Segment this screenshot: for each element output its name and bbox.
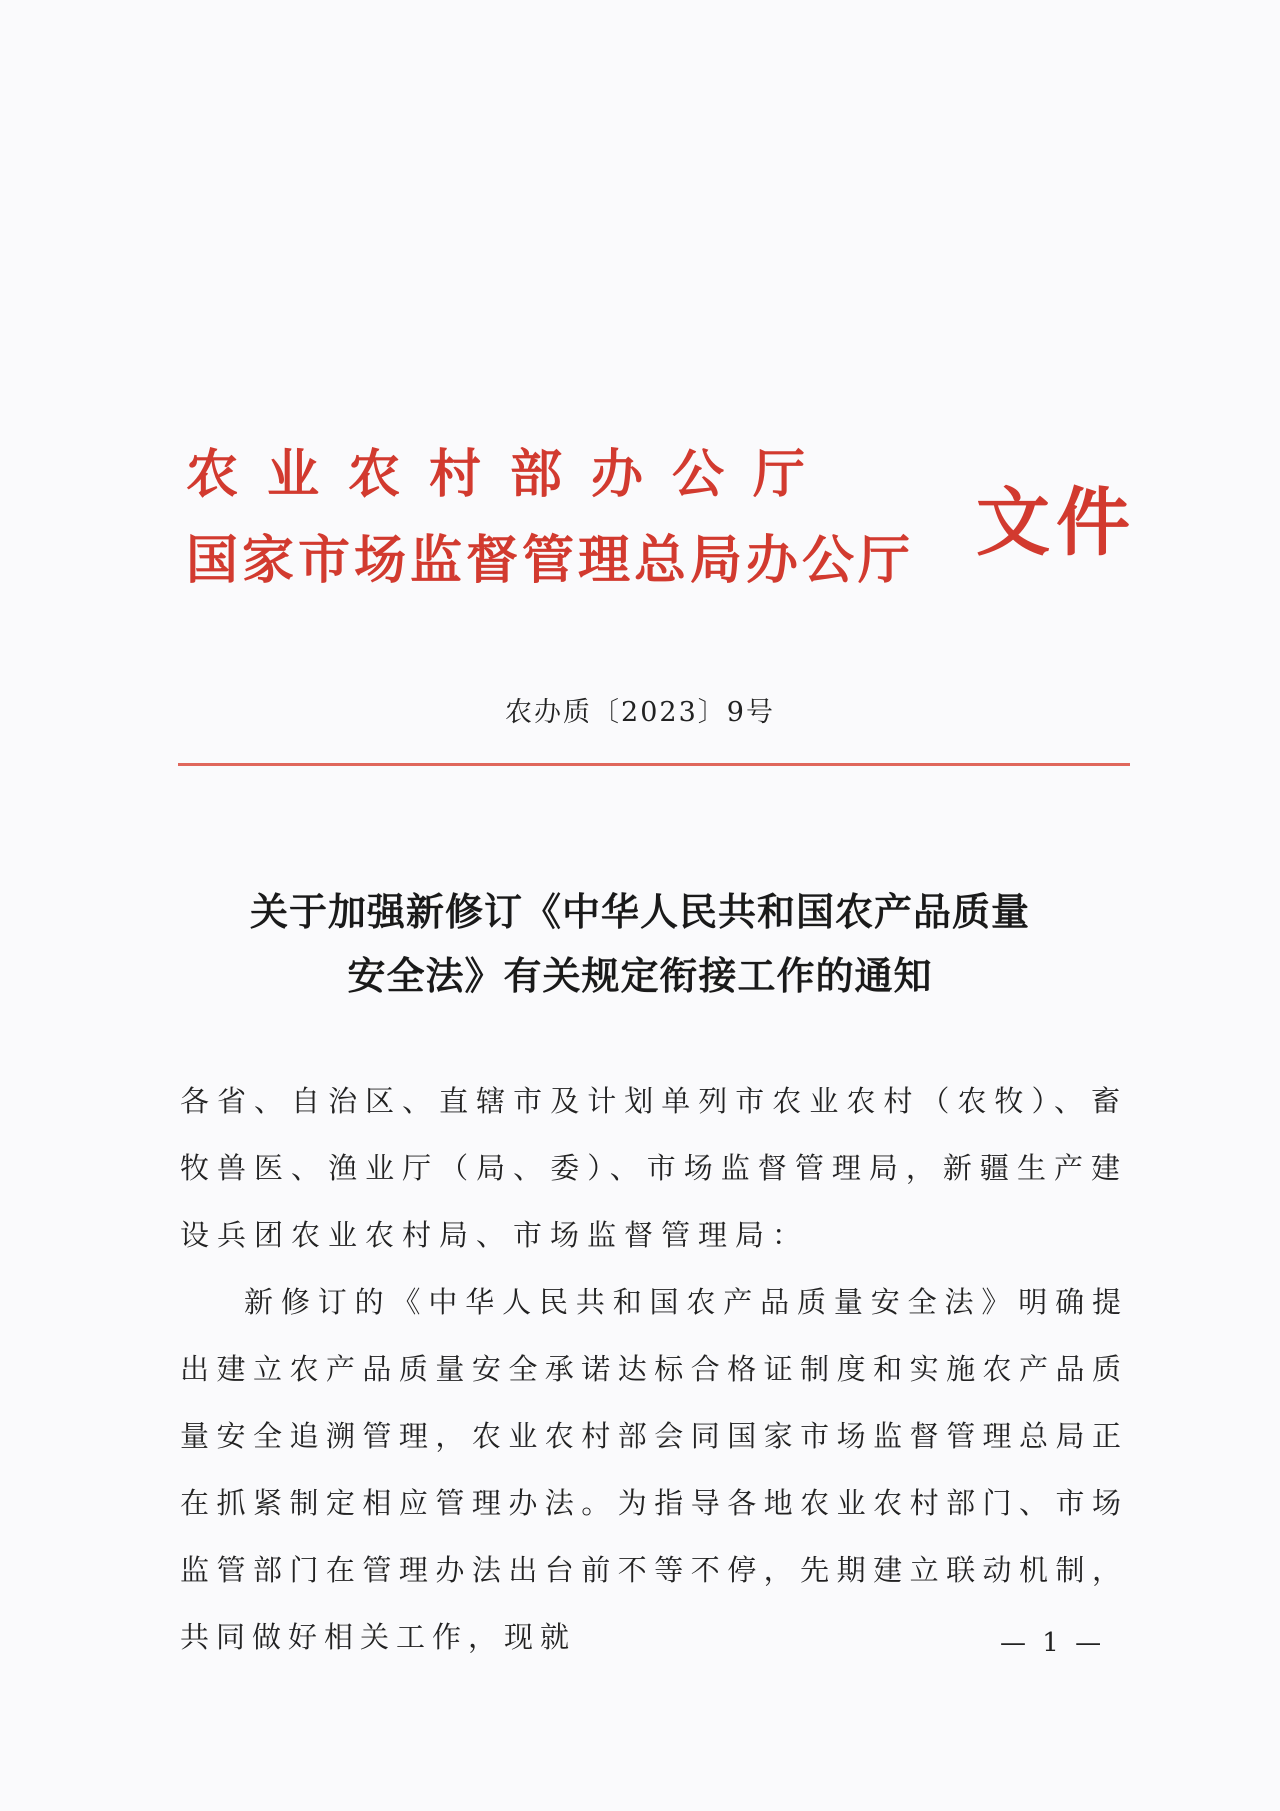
title-line-2: 安全法》有关规定衔接工作的通知 [347, 953, 933, 998]
header-divider [178, 763, 1130, 766]
document-body [180, 1068, 1128, 1671]
issuer-line-2: 国家市场监督管理总局办公厅 [186, 530, 915, 591]
page-number: — 1 — [1000, 1628, 1106, 1658]
document-type-label: 文件 [976, 480, 1136, 566]
document-number: 农办质〔2023〕9号 [505, 697, 775, 728]
recipients-paragraph: 各省、自治区、直辖市及计划单列市农业农村（农牧）、畜牧兽医、渔业厅（局、委）、市场监督管理局，新疆生产建设兵团农业农村局、市场监督管理局： [180, 1084, 1128, 1252]
title-line-1: 关于加强新修订《中华人民共和国农产品质量 [249, 889, 1030, 934]
body-paragraph: 新修订的《中华人民共和国农产品质量安全法》明确提出建立农产品质量安全承诺达标合格证制度和实施农产品质量安全追溯管理，农业农村部会同国家市场监督管理总局正在抓紧制定相应管理办法。为指导各地农业农村部门、市场监管部门在管理办法出台前不等不停，先期建立联动机制，共同做好相关工作，现就 [180, 1285, 1128, 1654]
issuer-header [186, 432, 1136, 592]
issuer-line-1: 农业农村部办公厅 [186, 444, 835, 505]
document-title [0, 880, 1280, 1008]
